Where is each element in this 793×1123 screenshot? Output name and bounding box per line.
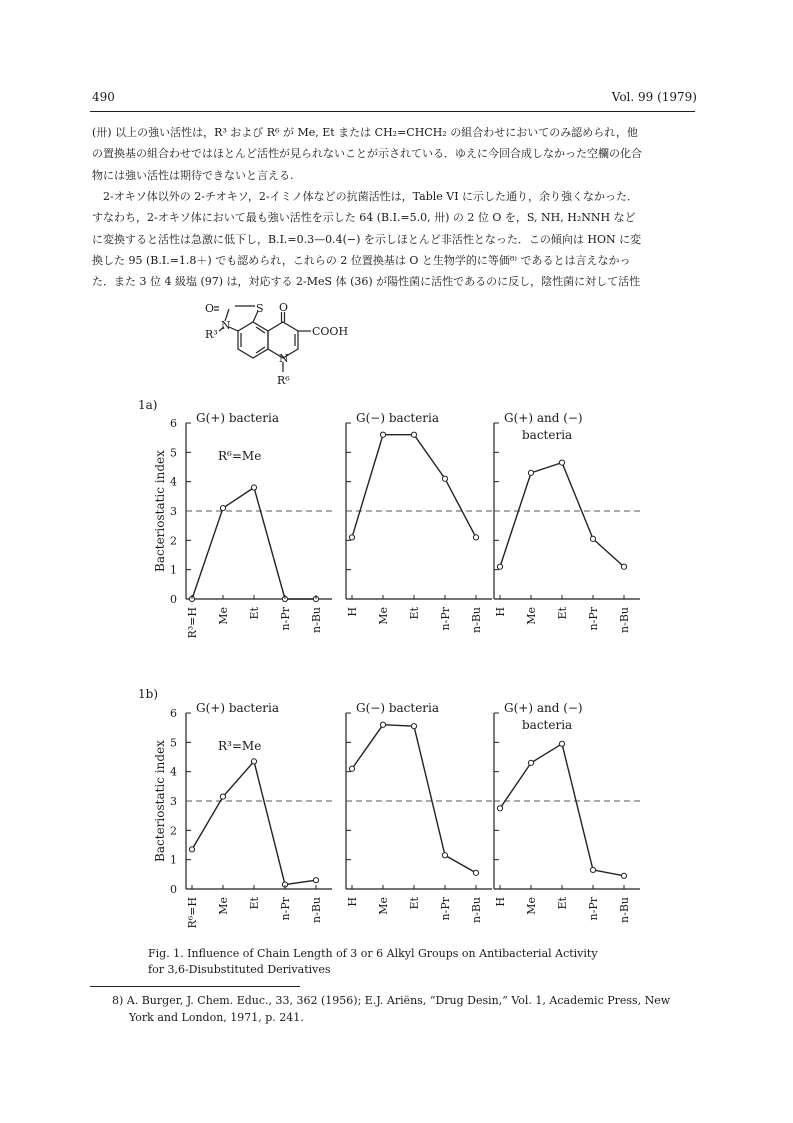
data-point <box>380 722 385 727</box>
chart-title: G(+) bacteria <box>196 701 280 715</box>
x-tick-label: n-Pr <box>279 897 292 921</box>
series-line <box>500 463 624 567</box>
page-number: 490 <box>92 90 115 104</box>
caption-line: Fig. 1. Influence of Chain Length of 3 or 6 Alkyl Groups on Antibacterial Activity <box>148 947 598 960</box>
header-rule <box>90 111 695 112</box>
x-tick-label: Me <box>217 607 230 625</box>
footnote-line: 8) A. Burger, J. Chem. Educ., 33, 362 (1956); E.J. Ariëns, “Drug Desin,” Vol. 1, Academic Press, New <box>112 994 671 1007</box>
text-line: (卅) 以上の強い活性は，R³ および R⁶ が Me, Et または CH₂=CHCH₂ の組合わせにおいてのみ認められ，他 <box>92 126 638 139</box>
data-point <box>473 535 478 540</box>
y-tick-label: 6 <box>170 707 177 720</box>
chemical-structure <box>205 300 375 392</box>
chart-panel <box>494 411 640 633</box>
volume-label: Vol. 99 (1979) <box>611 90 697 104</box>
y-tick-label: 2 <box>170 824 177 838</box>
r6-label: R⁶ <box>277 374 290 387</box>
y-axis-label: Bacteriostatic index <box>153 740 167 862</box>
x-tick-label: n-Bu <box>470 897 483 923</box>
atom-o2: O <box>205 302 215 315</box>
chart-title: G(−) bacteria <box>356 411 440 425</box>
x-tick-label: Me <box>525 607 538 625</box>
figure-caption <box>148 946 668 978</box>
figure-1a-label: 1a) <box>138 398 158 412</box>
x-tick-label: Et <box>408 607 421 620</box>
footnote-rule <box>90 986 300 987</box>
series-line <box>192 761 316 884</box>
data-point <box>349 766 354 771</box>
y-tick-label: 5 <box>170 736 177 750</box>
text-line: た．また 3 位 4 級塩 (97) は，対応する 2-MeS 体 (36) が陽性菌に活性であるのに反し，陰性菌に対して活性 <box>92 275 641 289</box>
data-point <box>442 476 447 481</box>
chart-panel <box>494 701 640 923</box>
text-line: すなわち，2-オキソ体において最も強い活性を示した 64 (B.I.=5.0, 卅) の 2 位 O を，S, NH, H₂NNH など <box>92 211 636 225</box>
x-tick-label: Et <box>556 897 569 910</box>
x-tick-label: H <box>494 607 507 617</box>
data-point <box>189 847 194 852</box>
data-point <box>251 759 256 764</box>
data-point <box>621 564 626 569</box>
data-point <box>251 485 256 490</box>
x-tick-label: Et <box>408 897 421 910</box>
x-tick-label: Me <box>377 897 390 915</box>
y-tick-label: 5 <box>170 446 177 460</box>
r3-label: R³ <box>205 328 218 341</box>
paragraph-1 <box>92 122 696 186</box>
x-tick-label: n-Bu <box>310 607 323 633</box>
chart-title: bacteria <box>522 718 573 732</box>
text-line: の置換基の組合わせではほとんど活性が見られないことが示されている．ゆえに今回合成しなかった空欄の化合 <box>92 147 642 161</box>
chart-panel <box>153 701 332 929</box>
series-line <box>352 435 476 538</box>
x-tick-label: Et <box>556 607 569 620</box>
data-point <box>349 535 354 540</box>
figure-1a-charts <box>130 405 650 660</box>
x-tick-label: n-Pr <box>587 897 600 921</box>
x-tick-label: Me <box>525 897 538 915</box>
data-point <box>559 460 564 465</box>
atom-o4: O <box>279 301 289 314</box>
x-tick-label: n-Bu <box>470 607 483 633</box>
chart-panel <box>153 411 332 639</box>
y-tick-label: 4 <box>170 475 177 489</box>
data-point <box>380 432 385 437</box>
paragraph-2 <box>92 186 696 292</box>
caption-line: for 3,6-Disubstituted Derivatives <box>148 963 331 976</box>
x-tick-label: Et <box>248 897 261 910</box>
x-tick-label: R³=H <box>186 607 199 639</box>
atom-n3: N <box>221 319 231 332</box>
x-tick-label: n-Pr <box>587 607 600 631</box>
footnote <box>112 992 702 1026</box>
x-tick-label: Me <box>217 897 230 915</box>
data-point <box>621 873 626 878</box>
chart-panel <box>346 701 492 923</box>
x-tick-label: Me <box>377 607 390 625</box>
footnote-line: York and London, 1971, p. 241. <box>129 1011 304 1024</box>
series-line <box>192 488 316 599</box>
chart-title: G(+) bacteria <box>196 411 280 425</box>
x-tick-label: n-Bu <box>310 897 323 923</box>
x-tick-label: n-Bu <box>618 607 631 633</box>
y-tick-label: 4 <box>170 765 177 779</box>
chart-annotation: R³=Me <box>218 739 262 753</box>
chart-title: bacteria <box>522 428 573 442</box>
data-point <box>442 853 447 858</box>
data-point <box>528 470 533 475</box>
text-line: に変換すると活性は急激に低下し，B.I.=0.3—0.4(−) を示しほとんど非活性となった．この傾向は HON に変 <box>92 232 642 246</box>
figure-1b-charts <box>130 695 650 950</box>
atom-n1: N <box>279 352 289 365</box>
data-point <box>220 505 225 510</box>
data-point <box>559 741 564 746</box>
y-tick-label: 3 <box>170 505 177 518</box>
chart-title: G(+) and (−) <box>504 411 583 425</box>
x-tick-label: n-Pr <box>279 607 292 631</box>
y-tick-label: 6 <box>170 417 177 430</box>
x-tick-label: n-Bu <box>618 897 631 923</box>
x-tick-label: H <box>346 607 359 617</box>
y-tick-label: 0 <box>170 593 177 606</box>
x-tick-label: H <box>494 897 507 907</box>
series-line <box>500 744 624 876</box>
data-point <box>411 432 416 437</box>
data-point <box>473 870 478 875</box>
chart-title: G(+) and (−) <box>504 701 583 715</box>
data-point <box>497 564 502 569</box>
data-point <box>590 536 595 541</box>
x-tick-label: Et <box>248 607 261 620</box>
x-tick-label: n-Pr <box>439 607 452 631</box>
data-point <box>528 760 533 765</box>
data-point <box>590 867 595 872</box>
chart-panel <box>346 411 492 633</box>
y-tick-label: 0 <box>170 883 177 896</box>
data-point <box>497 806 502 811</box>
y-tick-label: 3 <box>170 795 177 808</box>
chart-annotation: R⁶=Me <box>218 449 262 463</box>
data-point <box>220 794 225 799</box>
text-line: 換した 95 (B.I.=1.8＋) でも認められ，これらの 2 位置換基は O と生物学的に等価⁸⁾ であるとは言えなかっ <box>92 253 631 267</box>
y-axis-label: Bacteriostatic index <box>153 450 167 572</box>
text-line: 2-オキソ体以外の 2-チオキソ，2-イミノ体などの抗菌活性は，Table VI に示した通り，余り強くなかった． <box>103 190 639 203</box>
figure-1b-label: 1b) <box>138 687 158 701</box>
y-tick-label: 2 <box>170 534 177 548</box>
data-point <box>411 724 416 729</box>
x-tick-label: R⁶=H <box>186 897 199 929</box>
chart-title: G(−) bacteria <box>356 701 440 715</box>
y-tick-label: 1 <box>170 563 177 577</box>
text-line: 物には強い活性は期待できないと言える. <box>92 168 294 182</box>
series-line <box>352 725 476 873</box>
atom-s: S <box>256 302 264 315</box>
data-point <box>313 878 318 883</box>
x-tick-label: H <box>346 897 359 907</box>
y-tick-label: 1 <box>170 853 177 867</box>
x-tick-label: n-Pr <box>439 897 452 921</box>
cooh-label: COOH <box>312 325 349 338</box>
